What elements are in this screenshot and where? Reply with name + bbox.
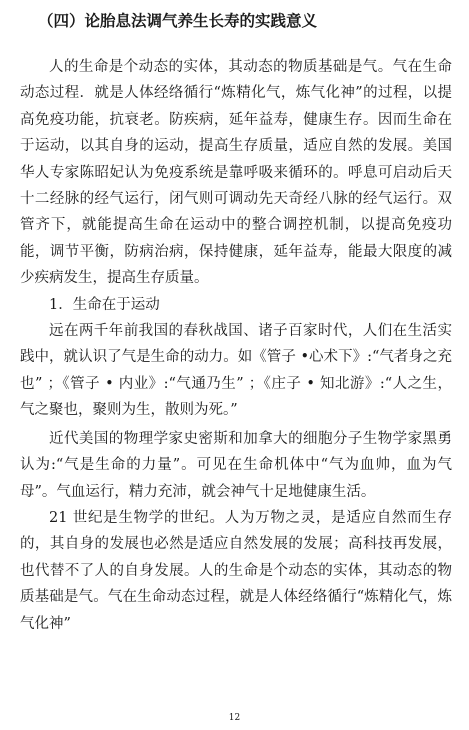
paragraph-modern-view: 近代美国的物理学家史密斯和加拿大的细胞分子生物学家黑勇认为:“气是生命的力量”。可见在生命机体中“气为血帅，血为气母”。气血运行，精力充沛，就会神气十足地健康生活。 bbox=[20, 430, 452, 500]
subsection-heading: 1．生命在于运动 bbox=[49, 296, 160, 313]
section-heading: （四）论胎息法调气养生长寿的实践意义 bbox=[38, 12, 318, 30]
page-number: 12 bbox=[228, 713, 241, 723]
paragraph-life-dynamics: 人的生命是个动态的实体，其动态的物质基础是气。气在生命动态过程．就是人体经络循行“炼精化气，炼气化神”的过程，以提高免疫功能，抗衰老。防疾病，延年益寿，健康生存。因而生命在于运动，以其自身的运动，提高生存质量，适应自然的发展。美国华人专家陈昭妃认为免疫系统是靠呼吸来循环的。呼息可启动后天十二经脉的经气运行，闭气则可调动先天奇经八脉的经气运行。双管齐下，就能提高生命在运动中的整合调控机制，以提高免疫功能，调节平衡，防病治病，保持健康，延年益寿，能最大限度的减少疾病发生，提高生存质量。 bbox=[20, 59, 452, 287]
paragraph-ancient-view: 远在两千年前我国的春秋战国、诸子百家时代，人们在生活实践中，就认识了气是生命的动力。如《管子 •心术下》:“气者身之充也” ；《管子 • 内业》:“气通乃生” ；《庄子 • 知北游》:“人之生，气之聚也，聚则为生，散则为死。” bbox=[20, 323, 452, 419]
paragraph-21st-century: 21 世纪是生物学的世纪。人为万物之灵，是适应自然而生存的，其自身的发展也必然是适应自然发展的发展；高科技再发展，也代替不了人的自身发展。人的生命是个动态的实体，其动态的物质基础是气。气在生命动态过程，就是人体经络循行“炼精化气，炼气化神” bbox=[20, 509, 452, 632]
body-text bbox=[20, 54, 452, 637]
